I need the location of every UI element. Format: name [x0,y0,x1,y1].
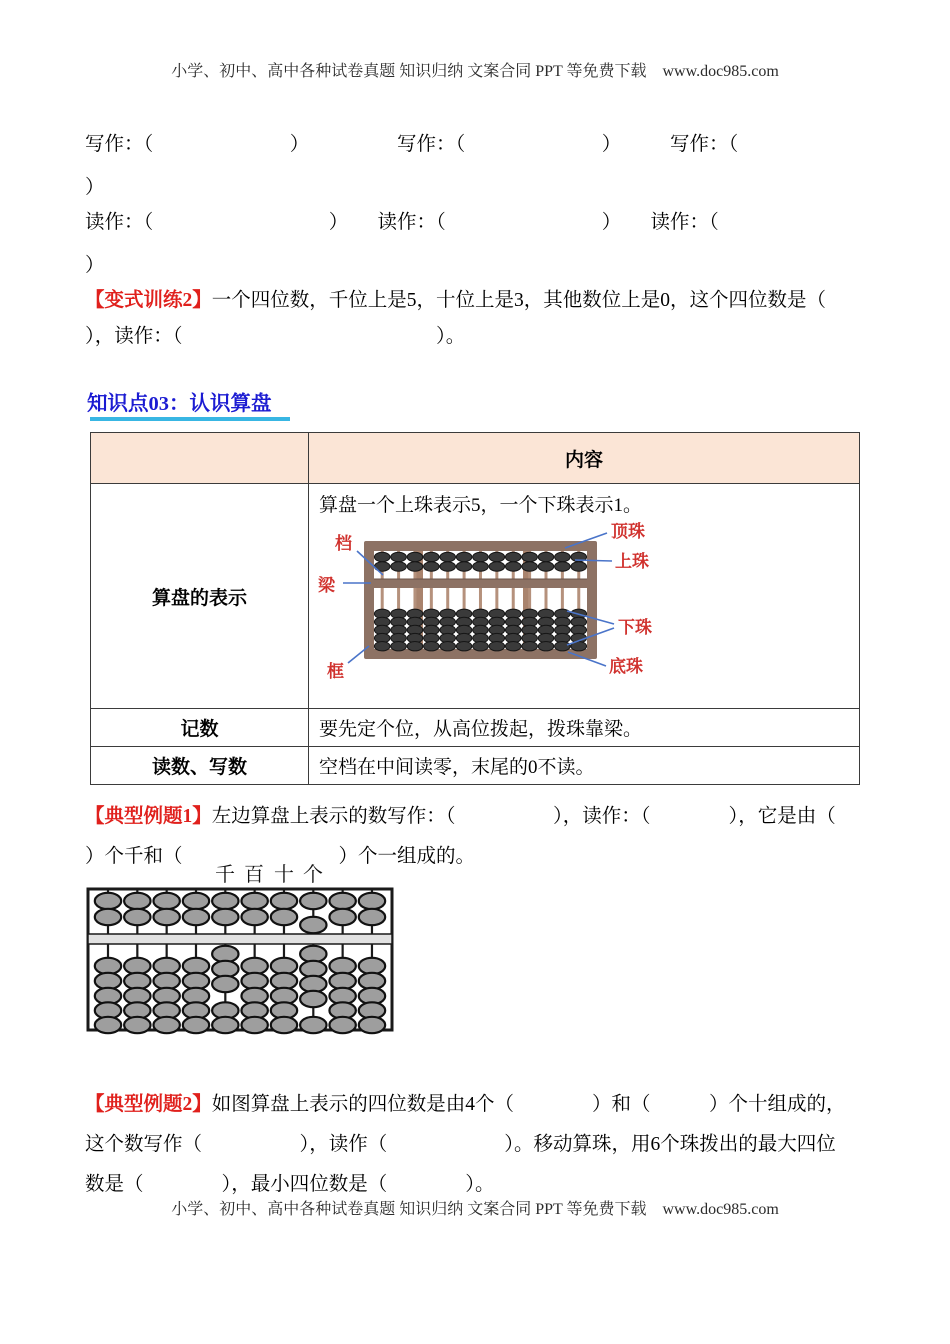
example1-label: 【典型例题1】 [85,806,212,827]
column-label-shi: 十 [274,864,294,886]
example2-line1 [85,1091,880,1118]
abacus-labeled-svg [315,519,665,685]
bianshi2-label: 【变式训练2】 [85,290,212,311]
example1-line2: ）个千和（ ）个一组成的。 [85,846,476,867]
page-header: 小学、初中、高中各种试卷真题 知识归纳 文案合同 PPT 等免费下载 www.doc985.com [171,63,779,80]
abacus-beam [374,579,587,588]
row-content-dushu: 空档在中间读零，末尾的0不读。 [309,747,860,785]
table-row-dushu [91,747,860,785]
table-row-abacus [91,484,860,709]
example2-line2: 这个数写作（ ），读作（ ）。移动算珠，用6个珠拨出的最大四位 [85,1134,836,1155]
row-label-dushu: 读数、写数 [91,747,309,785]
knowledge-point-title: 知识点03：认识算盘 [87,393,272,415]
example1-line1 [85,803,880,830]
title-underline [90,417,290,421]
label-xiazhu: 下珠 [618,618,652,637]
label-dizhu: 底珠 [609,657,643,676]
example2-label: 【典型例题2】 [85,1094,212,1115]
read-blank-close: ） [85,255,105,276]
row-content-jishu: 要先定个位，从高位拨起，拨珠靠梁。 [309,709,860,747]
table-header-content-cell: 内容 [309,433,860,484]
abacus-rule-text: 算盘一个上珠表示5，一个下珠表示1。 [319,495,643,516]
label-kuang: 框 [327,662,344,681]
exercise-bianshi2-line1 [85,287,880,314]
abacus-example1 [85,864,395,1041]
pointer-line-shangzhu [575,560,612,561]
page-footer: 小学、初中、高中各种试卷真题 知识归纳 文案合同 PPT 等免费下载 www.doc985.com [171,1201,779,1218]
column-label-qian: 千 [215,864,235,886]
row-content-abacus [309,484,860,709]
read-blank-line: 读作：（ ） 读作：（ ） 读作：（ [85,212,719,233]
knowledge-table [90,432,860,785]
label-dingzhu: 顶珠 [611,522,645,541]
label-liang: 梁 [318,576,335,595]
bianshi2-text1: 一个四位数，千位上是5，十位上是3，其他数位上是0，这个四位数是（ [211,290,827,311]
table-header-row [91,433,860,484]
column-label-ge: 个 [303,864,323,886]
abacus-example1-svg [85,864,395,1036]
abacus-diagram-labeled [315,519,849,691]
exercise-bianshi2-line2: ），读作：（ ）。 [85,326,466,347]
write-blank-line: 写作：（ ） 写作：（ ） 写作：（ [85,134,739,155]
column-label-bai: 百 [244,864,264,886]
row-label-abacus: 算盘的表示 [91,484,309,709]
label-dang: 档 [335,534,352,553]
table-row-jishu [91,709,860,747]
table-header-empty-cell [91,433,309,484]
label-shangzhu: 上珠 [615,552,649,571]
example1-text1: 左边算盘上表示的数写作：（ ），读作：（ ），它是由（ [211,806,836,827]
row-label-jishu: 记数 [91,709,309,747]
write-blank-close: ） [85,177,105,198]
example2-text1: 如图算盘上表示的四位数是由4个（ ）和（ ）个十组成的， [211,1094,846,1115]
abacus2-beam [88,934,392,944]
example2-line3: 数是（ ），最小四位数是（ ）。 [85,1174,495,1195]
